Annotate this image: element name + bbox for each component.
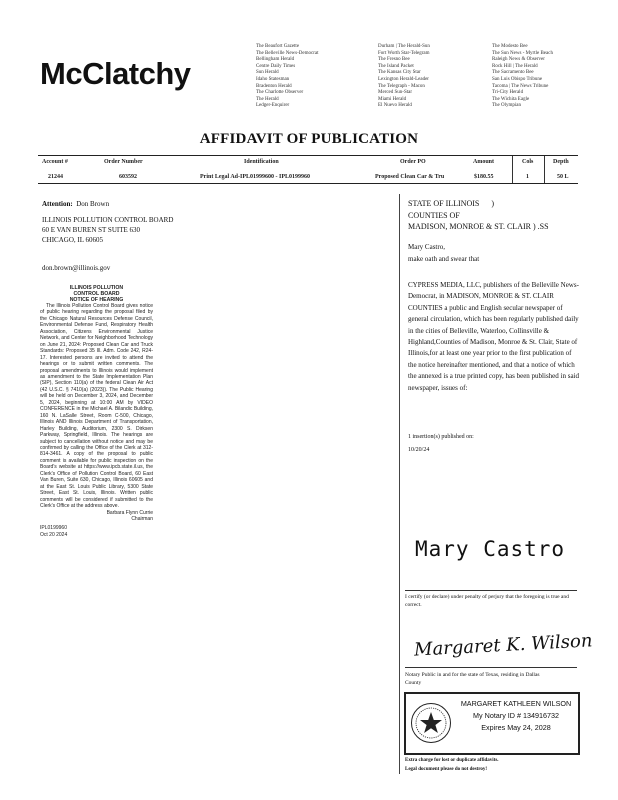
- footer-note-2: Legal document please do not destroy!: [405, 767, 487, 772]
- newspaper-list-3: [492, 44, 553, 110]
- star-seal-icon: [412, 704, 450, 742]
- newspaper-name: The Herald: [256, 96, 279, 102]
- notary-seal: [411, 703, 451, 743]
- newspaper-name: Tri-City Herald: [492, 90, 524, 96]
- cell-account: 21244: [48, 174, 63, 180]
- venue-block: [408, 198, 549, 233]
- attention-line: [42, 199, 109, 209]
- notice-heading-line: NOTICE OF HEARING: [69, 297, 124, 303]
- newspaper-name: The Beaufort Gazette: [256, 44, 300, 49]
- newspaper-list-2: [378, 44, 430, 110]
- certify-text: I certify (or declare) under penalty of perjury that the foregoing is true and correct.: [405, 594, 569, 608]
- affiant-signature: Mary Castro: [415, 537, 566, 561]
- header-depth: Depth: [553, 159, 569, 165]
- document-title: AFFIDAVIT OF PUBLICATION: [199, 131, 419, 147]
- newspaper-name: The Belleville News-Democrat: [256, 50, 319, 56]
- newspaper-name: The Sun News - Myrtle Beach: [492, 50, 553, 56]
- header-order-number: Order Number: [104, 159, 143, 165]
- cell-cols: 1: [526, 174, 529, 180]
- billing-address: [42, 215, 173, 245]
- notice-heading-line: ILLINOIS POLLUTION: [69, 285, 124, 291]
- newspaper-name: Merced Sun-Star: [378, 90, 413, 96]
- newspaper-name: Sun Herald: [256, 70, 279, 76]
- notary-signature: Margaret K. Wilson: [413, 630, 593, 661]
- newspaper-list-1: [256, 44, 318, 110]
- cell-depth: 50 L: [557, 174, 569, 180]
- notice-date: Oct 20 2024: [40, 531, 68, 538]
- newspaper-name: Centre Daily Times: [256, 63, 296, 69]
- cell-order-number: 603592: [119, 174, 137, 180]
- affiant-block: [408, 242, 479, 265]
- legal-notice: [40, 285, 153, 538]
- newspaper-name: El Nuevo Herald: [378, 103, 412, 109]
- newspaper-name: The Kansas City Star: [378, 70, 421, 76]
- stamp-name: MARGARET KATHLEEN WILSON: [460, 699, 572, 708]
- address-line: ILLINOIS POLLUTION CONTROL BOARD: [42, 216, 174, 224]
- attention-name: Don Brown: [76, 200, 110, 208]
- counties-label: COUNTIES OF: [408, 210, 460, 220]
- oath-text: make oath and swear that: [408, 254, 480, 263]
- billing-email: don.brown@illinois.gov: [42, 264, 111, 272]
- table-divider: [512, 156, 513, 183]
- address-line: CHICAGO, IL 60605: [42, 236, 103, 244]
- affiant-name: Mary Castro,: [408, 243, 445, 251]
- column-separator: [399, 194, 400, 774]
- state-line: STATE OF ILLINOIS: [408, 199, 480, 208]
- newspaper-name: Bradenton Herald: [256, 83, 292, 89]
- newspaper-name: Durham | The Herald-Sun: [378, 44, 430, 49]
- newspaper-name: San Luis Obispo Tribune: [492, 76, 543, 82]
- notice-body: The Illinois Pollution Control Board gives notice of public hearing regarding the proposal filed by the Chicago Natural Resources Defense Council, Environmental Defense Fund, Respiratory Health Association, Citizens Environmental Justice Network, and Center for Neighborhood Technology on June 21, 2024: Proposed Clean Car and Truck Standards: Proposed 35 Ill. Adm. Code 242, R24-17. Interested persons are invited to attend the hearings or to submit written comments. The proposal amendments to Illinois would implement as amendment to the State Implementation Plan (SIP), Section 110(a) of the federal Clean Air Act (42 U.S.C. § 7410(a) (2023)). The Public Hearing will be held on December 3, 2024, and December 5, 2024, beginning at 10:00 AM by VIDEO CONFERENCE in the Michael A. Bilandic Building, 160 N. LaSalle Street, Room C-500, Chicago, Illinois AND Illinois Department of Transportation, Harley Building, Auditorium, 2300 S. Dirksen Parkway, Springfield, Illinois. The hearings are subject to cancellation without notice and may be confirmed by calling the Office of the Clerk at 312-814-3461. A copy of the proposal to public comment is available for public inspection on the Board's website at https://www.ipcb.state.il.us, the Clerk's Office of Pollution Control Board, 60 East Van Buren, Suite 630, Chicago, Illinois 60605 and at the East St. Louis Public Library, 5300 State Street, East St. Louis, Illinois. Written public comments will be considered if submitted to the Clerk's Office at the address above.: [40, 303, 153, 510]
- newspaper-name: Idaho Statesman: [256, 76, 290, 82]
- notice-heading-line: CONTROL BOARD: [73, 291, 120, 297]
- notice-signer: Barbara Flynn Currie: [106, 509, 153, 516]
- newspaper-name: Miami Herald: [378, 96, 407, 102]
- header-identification: Identification: [244, 159, 279, 165]
- header-account: Account #: [42, 159, 68, 165]
- newspaper-name: The Island Packet: [378, 63, 414, 69]
- cell-amount: $180.55: [474, 174, 494, 180]
- stamp-text: [456, 698, 576, 734]
- newspaper-name: Raleigh News & Observer: [492, 57, 545, 63]
- mcclatchy-logo: McClatchy: [40, 56, 191, 91]
- cell-identification: Print Legal Ad-IPL01999600 - IPL0199960: [200, 174, 311, 180]
- newspaper-name: The Fresno Bee: [378, 57, 410, 63]
- county-list: MADISON, MONROE & ST. CLAIR ) .SS: [408, 222, 549, 231]
- newspaper-name: Rock Hill | The Herald: [492, 63, 538, 69]
- header-cols: Cols: [522, 159, 534, 165]
- newspaper-name: The Telegraph - Macon: [378, 83, 425, 89]
- insertions-label: 1 insertion(s) published on:: [408, 434, 474, 440]
- publication-date: 10/20/24: [408, 447, 430, 453]
- notice-ref: IPL0199960: [40, 525, 67, 532]
- newspaper-name: The Charlotte Observer: [256, 90, 304, 96]
- newspaper-name: Bellingham Herald: [256, 57, 295, 63]
- table-top-rule: [38, 155, 578, 156]
- header-amount: Amount: [473, 159, 495, 165]
- table-divider: [544, 156, 545, 183]
- newspaper-name: The Wichita Eagle: [492, 96, 530, 102]
- signature-rule: [405, 590, 577, 591]
- address-line: 60 E VAN BUREN ST SUITE 630: [42, 226, 141, 234]
- attention-label: Attention:: [42, 200, 73, 208]
- newspaper-name: Ledger-Enquirer: [256, 103, 290, 109]
- newspaper-name: Lexington Herald-Leader: [378, 76, 429, 82]
- newspaper-name: Fort Worth Star-Telegram: [378, 50, 430, 56]
- newspaper-name: The Sacramento Bee: [492, 70, 534, 76]
- state-paren: ): [491, 199, 495, 208]
- newspaper-name: The Modesto Bee: [492, 44, 528, 49]
- affidavit-body: CYPRESS MEDIA, LLC, publishers of the Belleville News-Democrat, in MADISON, MONROE & ST. CLAIR COUNTIES a public and English secular newspaper of general circulation, which has been regularly published daily in the cities of Belleville, Waterloo, Collinsville & Highland,Counties of Madison, Monroe & St. Clair, State of Illinois,for at least one year prior to the first publication of the notice hereinafter mentioned, and that a notice of which the annexed is a true printed copy, has been published in said newspaper, issues of:: [408, 281, 579, 392]
- notice-signer-title: Chairman: [131, 515, 153, 522]
- cell-order-po: Proposed Clean Car & Tru: [375, 174, 445, 180]
- notary-rule: [405, 667, 577, 668]
- stamp-id: My Notary ID # 134916732: [473, 711, 559, 720]
- newspaper-name: Tacoma | The News Tribune: [492, 83, 549, 89]
- header-order-po: Order PO: [400, 159, 426, 165]
- newspaper-name: The Olympian: [492, 103, 522, 109]
- notary-text: Notary Public in and for the state of Texas, residing in Dallas County: [405, 672, 540, 686]
- footer-note-1: Extra charge for lost or duplicate affidavits.: [405, 758, 499, 763]
- stamp-expires: Expires May 24, 2028: [481, 723, 551, 732]
- table-bottom-rule: [38, 183, 578, 184]
